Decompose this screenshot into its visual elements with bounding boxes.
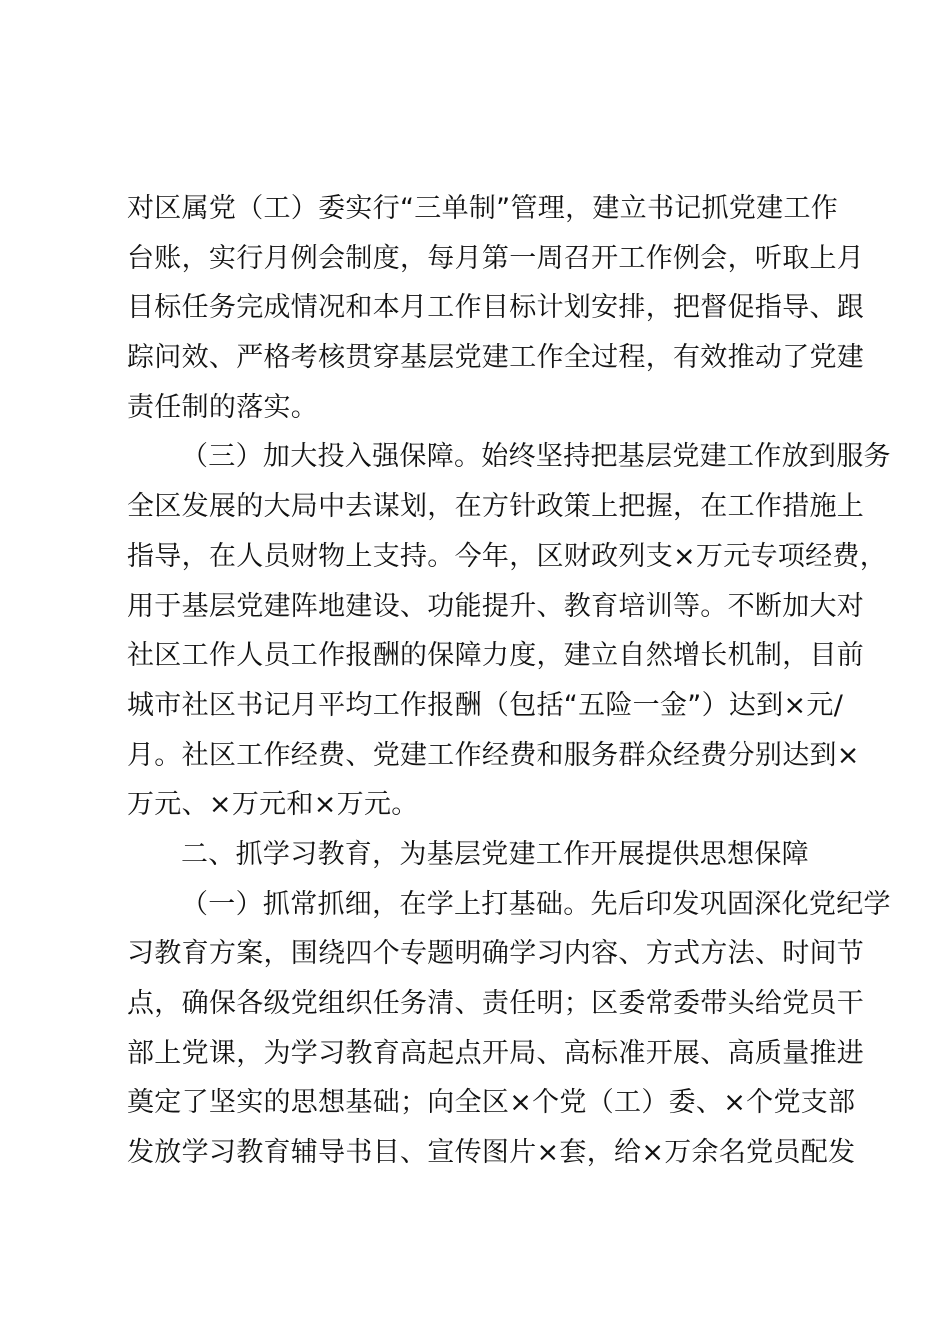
text-line: 习教育方案，围绕四个专题明确学习内容、方式方法、时间节 — [127, 938, 865, 970]
text-line: 奠定了坚实的思想基础；向全区×个党（工）委、×个党支部 — [127, 1087, 856, 1119]
text-line: 万元、×万元和×万元。 — [127, 789, 419, 821]
text-line: 责任制的落实。 — [127, 391, 319, 423]
text-line: 指导，在人员财物上支持。今年，区财政列支×万元专项经费， — [127, 540, 888, 572]
text-line: 用于基层党建阵地建设、功能提升、教育培训等。不断加大对 — [127, 590, 865, 622]
chapter-heading-line: 二、抓学习教育，为基层党建工作开展提供思想保障 — [181, 838, 809, 870]
text-line: 对区属党（工）委实行“三单制”管理，建立书记抓党建工作 — [127, 193, 839, 224]
text-line: 城市社区书记月平均工作报酬（包括“五险一金”）达到×元/ — [127, 689, 844, 721]
text-line: 全区发展的大局中去谋划，在方针政策上把握，在工作措施上 — [127, 491, 865, 523]
text-line: 踪问效、严格考核贯穿基层党建工作全过程，有效推动了党建 — [127, 342, 865, 374]
text-line: 点，确保各级党组织任务清、责任明；区委常委带头给党员干 — [127, 988, 865, 1019]
text-line: 社区工作人员工作报酬的保障力度，建立自然增长机制，目前 — [127, 640, 865, 672]
body-text — [127, 184, 891, 1178]
section-heading-line: （三）加大投入强保障。始终坚持把基层党建工作放到服务 — [181, 441, 891, 473]
section-heading-line: （一）抓常抓细，在学上打基础。先后印发巩固深化党纪学 — [181, 888, 891, 920]
text-line: 月。社区工作经费、党建工作经费和服务群众经费分别达到× — [127, 739, 860, 771]
text-line: 台账，实行月例会制度，每月第一周召开工作例会，听取上月 — [127, 242, 865, 274]
text-line: 部上党课，为学习教育高起点开局、高标准开展、高质量推进 — [127, 1037, 865, 1069]
text-line: 目标任务完成情况和本月工作目标计划安排，把督促指导、跟 — [127, 292, 865, 324]
text-line: 发放学习教育辅导书目、宣传图片×套，给×万余名党员配发 — [127, 1137, 856, 1169]
